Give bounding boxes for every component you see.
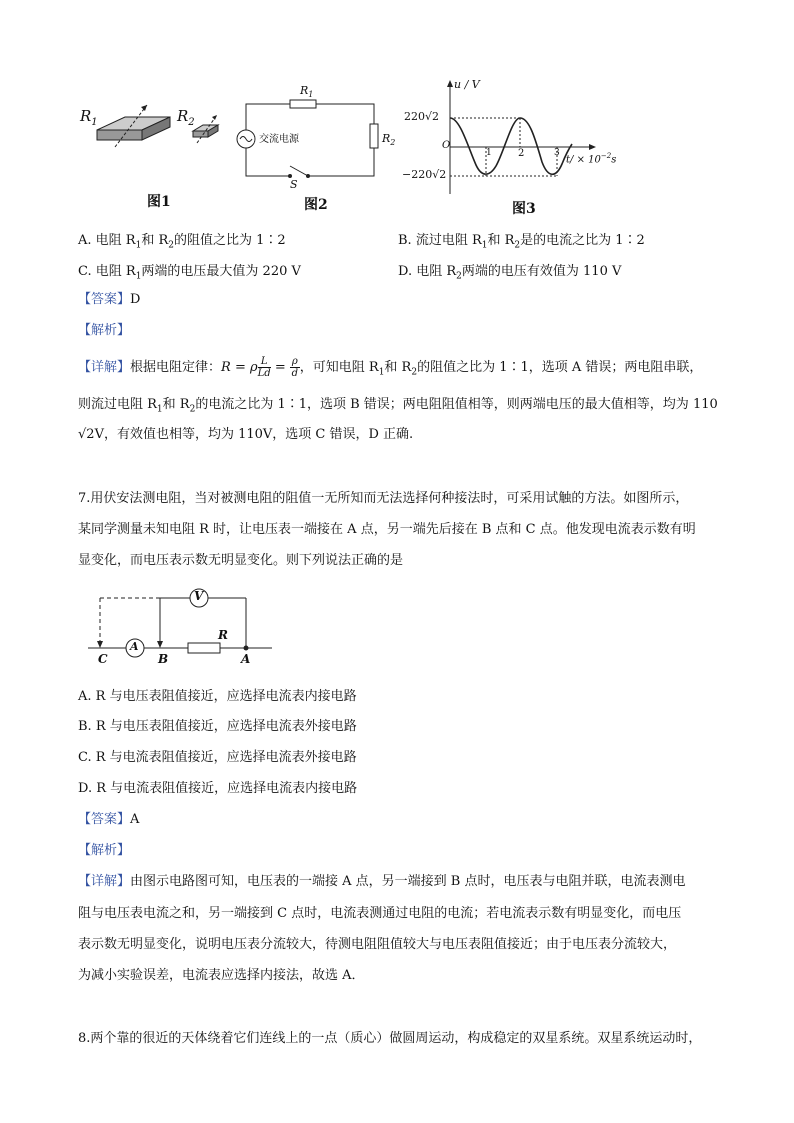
q6-option-b: B. 流过电阻 $R_1$和 $R_2$是的电流之比为 1∶2 <box>398 233 645 251</box>
q7-detail-line2: 阻与电压表电流之和，另一端接到 C 点时，电流表测通过电阻的电流；若电流表示数有明显变化，而电压 <box>78 906 682 921</box>
resistor-label: R <box>218 628 228 642</box>
q6-detail-line2: 则流过电阻 $R_1$和 $R_2$的电流之比为 1∶1，选项 B 错误；两电阻阻值相等，则两端电压的最大值相等，均为 110 <box>78 397 718 415</box>
fig3-x-axis-label: $t/ \times 10^{-2}s$ <box>566 152 617 166</box>
ammeter-label: A <box>130 640 139 653</box>
fig1-r1-label: $R_1$ <box>80 107 98 128</box>
fig2-source-label: 交流电源 <box>259 134 299 145</box>
fig2-caption: 图2 <box>304 197 328 213</box>
point-c-label: C <box>98 652 108 666</box>
fig1-r2-label: $R_2$ <box>177 107 195 128</box>
fig3-origin-label: O <box>442 140 451 151</box>
q6-option-c: C. 电阻 $R_1$两端的电压最大值为 220 V <box>78 264 301 282</box>
fig3-tick-3: 3 <box>554 148 560 158</box>
figure-2 <box>232 82 402 217</box>
q7-stem-line3: 显变化，而电压表示数无明显变化。则下列说法正确的是 <box>78 553 404 568</box>
q7-detail-line1: 【详解】由图示电路图可知，电压表的一端接 A 点，另一端接到 B 点时，电压表与电阻并联，电流表测电 <box>78 874 686 889</box>
q7-analysis-heading: 【解析】 <box>78 843 131 858</box>
fig3-y-top-label: 220√2 <box>404 110 440 123</box>
fig2-switch-label: S <box>290 178 298 191</box>
fig2-r1-label: $R_1$ <box>300 84 314 100</box>
fig3-caption: 图3 <box>512 201 536 217</box>
q7-detail-line4: 为减小实验误差，电流表应选择内接法，故选 A． <box>78 968 365 983</box>
q6-answer: 【答案】D <box>78 292 141 307</box>
q7-option-b: B. R 与电压表阻值接近，应选择电流表外接电路 <box>78 719 357 734</box>
ac-circuit-diagram <box>232 82 402 192</box>
q7-option-a: A. R 与电压表阻值接近，应选择电流表内接电路 <box>78 689 357 704</box>
q8-stem-line1: 8.两个靠的很近的天体绕着它们连线上的一点（质心）做圆周运动，构成稳定的双星系统。双星系统运动时， <box>78 1031 702 1046</box>
q6-option-a: A. 电阻 $R_1$和 $R_2$的阻值之比为 1∶2 <box>78 233 286 251</box>
figure-3 <box>402 72 617 222</box>
point-b-label: B <box>158 652 169 666</box>
q7-option-d: D. R 与电流表阻值接近，应选择电流表内接电路 <box>78 781 358 796</box>
fig3-tick-1: 1 <box>486 148 492 158</box>
voltage-sine-graph <box>402 72 617 222</box>
q6-analysis-heading: 【解析】 <box>78 323 131 338</box>
q7-stem-line2: 某同学测量未知电阻 R 时，让电压表一端接在 A 点，另一端先后接在 B 点和 C 点。他发现电流表示数有明 <box>78 522 696 537</box>
fig3-tick-2: 2 <box>518 148 525 159</box>
q7-option-c: C. R 与电流表阻值接近，应选择电流表外接电路 <box>78 750 357 765</box>
q6-detail-line1: 【详解】根据电阻定律：R = ρ $\frac{L}{Ld}$ = $\frac{\rho}{d}$ ，可知电阻 $R_1$和 $R_2$的阻值之比为 1∶1，选项 A 错误；两电阻串联， <box>78 356 703 379</box>
q6-option-d: D. 电阻 $R_2$两端的电压有效值为 110 V <box>398 264 622 282</box>
q7-answer: 【答案】A <box>78 812 140 827</box>
q6-detail-line3: √2V，有效值也相等，均为 110V，选项 C 错误，D 正确. <box>78 427 414 442</box>
fig1-caption: 图1 <box>147 194 171 210</box>
resistor-blocks-illustration <box>75 85 235 165</box>
fig2-r2-label: $R_2$ <box>382 132 396 148</box>
point-a-label: A <box>241 652 251 666</box>
q7-stem-line1: 7.用伏安法测电阻，当对被测电阻的阻值一无所知而无法选择何种接法时，可采用试触的方法。如图所示， <box>78 491 689 506</box>
figure-1 <box>75 85 235 215</box>
fig3-y-bottom-label: −220√2 <box>402 168 447 181</box>
fig3-y-axis-label: u / V <box>454 78 480 91</box>
q7-detail-line3: 表示数无明显变化，说明电压表分流较大，待测电阻阻值较大与电压表阻值接近；由于电压表分流较大， <box>78 937 677 952</box>
q7-circuit-figure <box>80 584 280 674</box>
voltmeter-label: V <box>194 589 204 603</box>
